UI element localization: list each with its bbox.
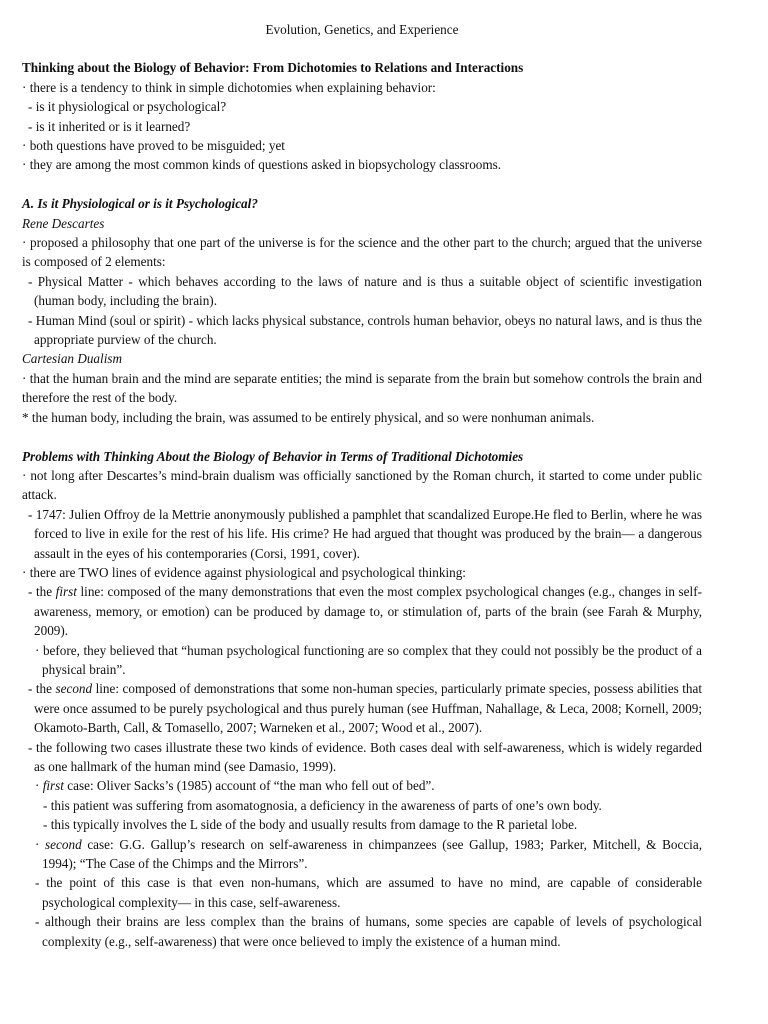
second-case: · second case: G.G. Gallup’s research on self-awareness in chimpanzees (see Gallup, 1983; Parker, Mitchell, & Boccia, 1994); “The Case of the Chimps and the Mirrors”. xyxy=(35,836,702,872)
intro-line: - is it inherited or is it learned? xyxy=(28,118,191,134)
descartes-label: Rene Descartes xyxy=(22,215,105,231)
intro-line: · they are among the most common kinds of questions asked in biopsychology classrooms. xyxy=(22,157,502,173)
descartes-text: · proposed a philosophy that one part of the universe is for the science and the other part to the church; argued that the universe is composed of 2 elements: xyxy=(22,235,702,270)
physical-matter: - Physical Matter - which behaves according to the laws of nature and is thus a suitable object of scientific investigation (human body, including the brain). xyxy=(28,273,702,309)
page-title: Evolution, Genetics, and Experience xyxy=(265,22,459,37)
first-case-a: - this patient was suffering from asomatognosia, a deficiency in the awareness of parts of one’s own body. xyxy=(43,797,602,813)
second-case-a: - the point of this case is that even non-humans, which are assumed to have no mind, are capable of considerable psychological complexity— in this case, self-awareness. xyxy=(35,875,702,910)
dualism-text: · that the human brain and the mind are separate entities; the mind is separate from the brain but somehow controls the brain and therefore the rest of the body. xyxy=(22,370,702,406)
before-paragraph: · before, they believed that “human psychological functioning are so complex that they could not possibly be the product of a physical brain”. xyxy=(35,642,702,677)
dualism-note: * the human body, including the brain, was assumed to be entirely physical, and so were nonhuman animals. xyxy=(22,409,595,425)
dualism-label: Cartesian Dualism xyxy=(22,351,123,367)
first-line-paragraph: - the first line: composed of the many demonstrations that even the most complex psychological changes (e.g., changes in self-awareness, memory, or emotion) can be produced by damage to, or stimulation of, parts of the brain (see Farah & Murphy, 2009). xyxy=(28,584,702,639)
intro-line: - is it physiological or psychological? xyxy=(28,99,227,115)
document-page xyxy=(22,20,702,951)
intro-line: · both questions have proved to be misguided; yet xyxy=(22,138,285,154)
human-mind: - Human Mind (soul or spirit) - which lacks physical substance, controls human behavior, obeys no natural laws, and is thus the appropriate purview of the church. xyxy=(28,312,702,348)
problems-p1: · not long after Descartes’s mind-brain dualism was officially sanctioned by the Roman church, it started to come under public attack. xyxy=(22,467,702,503)
first-case-b: - this typically involves the L side of the body and usually results from damage to the R parietal lobe. xyxy=(43,817,578,833)
second-case-b: - although their brains are less complex than the brains of humans, some species are capable of levels of psychological complexity (e.g., self-awareness) that were once believed to imply the existence of a human mind. xyxy=(35,914,702,949)
following-paragraph: - the following two cases illustrate these two kinds of evidence. Both cases deal with self-awareness, which is widely regarded as one hallmark of the human mind (see Damasio, 1999). xyxy=(28,739,702,774)
second-line-paragraph: - the second line: composed of demonstrations that some non-human species, particularly primate species, possess abilities that were once assumed to be purely psychological and thus purely human (see Huffman, Nahallage, & Leca, 2008; Kornell, 2009; Okamoto-Barth, Call, & Tomasello, 2007; Warneken et al., 2007; Wood et al., 2007). xyxy=(28,681,702,736)
intro-line: · there is a tendency to think in simple dichotomies when explaining behavior: xyxy=(22,79,436,95)
two-lines-paragraph: · there are TWO lines of evidence against physiological and psychological thinking: xyxy=(22,564,466,580)
intro-heading: Thinking about the Biology of Behavior: From Dichotomies to Relations and Interactions xyxy=(22,60,524,76)
mettrie-paragraph: - 1747: Julien Offroy de la Mettrie anonymously published a pamphlet that scandalized Europe.He fled to Berlin, where he was forced to live in exile for the rest of his life. His crime? He had argued that thought was produced by the brain— a dangerous assault in the eyes of his contemporaries (Corsi, 1991, cover). xyxy=(28,506,702,561)
first-case: · first case: Oliver Sacks’s (1985) account of “the man who fell out of bed”. xyxy=(35,778,435,794)
section-a-heading: A. Is it Physiological or is it Psychological? xyxy=(22,196,258,212)
problems-heading: Problems with Thinking About the Biology of Behavior in Terms of Traditional Dichotomies xyxy=(22,448,524,464)
